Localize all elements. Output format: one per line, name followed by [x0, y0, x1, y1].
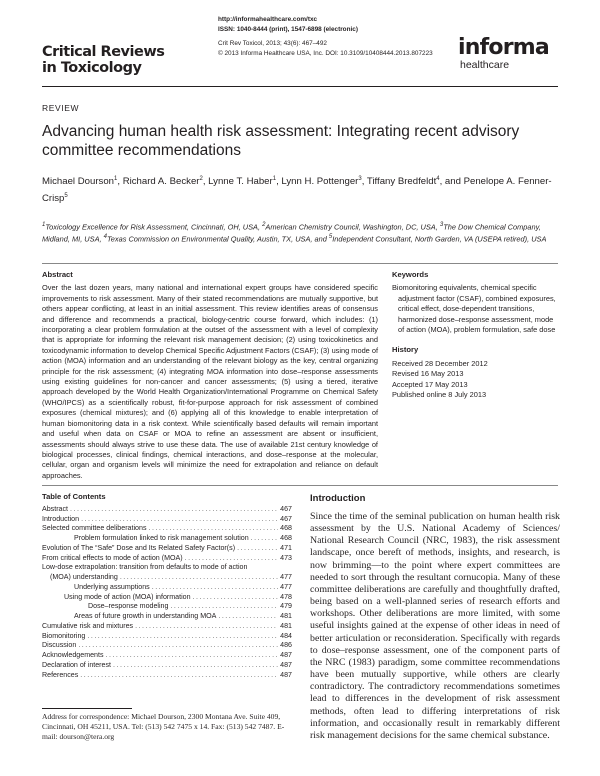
toc-leader-dots [251, 534, 278, 544]
toc-entry-title: Discussion [42, 641, 77, 650]
toc-leader-dots [170, 602, 278, 612]
divider [42, 263, 558, 264]
author-name: Tiffany Bredfeldt [366, 176, 437, 188]
toc-entry-page: 471 [280, 543, 292, 552]
toc-entry[interactable] [42, 563, 292, 573]
citation: Crit Rev Toxicol, 2013; 43(6): 467–492 [218, 40, 327, 48]
history-heading: History [392, 345, 419, 355]
affiliations [42, 220, 560, 245]
toc-leader-dots [80, 671, 278, 681]
toc-entry[interactable] [42, 661, 292, 671]
toc-list [42, 505, 292, 681]
abstract-text: Over the last dozen years, many national and international expert groups have considered specific improvements to risk assessment. Many of their stated recommendations are mutually supportive, but others appear conflicting, at least in an initial assessment. This review identifies areas of consensus and difference and recommends a practical, biology-centric course forward, which includes: (1) incorporating a clear problem formulation at the outset of the assessment with a level of complexity that is appropriate for informing the relevant risk management decision; (2) using toxicokinetics and toxicodynamic information to develop Chemical Specific Adjustment Factors (CSAF); (3) using mode of action (MOA) information and an understanding of the relevant biology as the key, central organizing principle for the risk assessment; (4) integrating MOA information into dose–response assessments using existing guidelines for non-cancer and cancer assessments; (5) using a tiered, iterative approach developed by the World Health Organization/International Programme on Chemical Safety (WHO/IPCS) as a scientifically robust, fit-for-purpose approach for risk assessment of combined exposures (chemical mixtures); and (6) applying all of this knowledge to enable interpretation of human biomonitoring data in a risk context. While scientifically based defaults will remain important and useful when data on CSAF or MOA to refine an assessment are absent or insufficient, assessments should always strive to use these data. The use of available 21st century knowledge of biological processes, clinical findings, chemical interactions, and dose–response at the molecular, cellular, organ and organism levels will minimize the need for extrapolation and reliance on default approaches. [42, 283, 379, 480]
toc-entry-title: (MOA) understanding [50, 573, 118, 581]
section-label: REVIEW [42, 103, 80, 113]
toc-entry[interactable] [42, 622, 292, 632]
toc-entry-page: 479 [280, 602, 292, 611]
author-affiliation-marker: 1 [114, 176, 118, 182]
toc-entry[interactable] [42, 612, 292, 622]
history-item: Revised 16 May 2013 [392, 369, 464, 379]
toc-entry-title: Areas of future growth in understanding MOA [74, 612, 217, 620]
history-item: Accepted 17 May 2013 [392, 379, 468, 389]
toc-entry-page: 486 [280, 641, 292, 650]
author-affiliation-marker: 2 [199, 176, 203, 182]
toc-entry[interactable] [42, 524, 292, 534]
author-affiliation-marker: 4 [436, 176, 440, 182]
affiliation-marker: 4 [103, 234, 107, 241]
toc-leader-dots [185, 554, 279, 564]
affiliation-text: Toxicology Excellence for Risk Assessment, Cincinnati, OH, USA, [45, 222, 263, 232]
journal-title: Critical Reviews in Toxicology [42, 44, 165, 76]
keywords-text: Biomonitoring equivalents, chemical specific adjustment factor (CSAF), combined exposures, critical effect, dose-dependent transitions, harmonized dose–response assessment, mode of action (MOA), problem formulation, safe dose [392, 283, 556, 335]
affiliation-marker: 5 [328, 234, 333, 241]
toc-leader-dots [193, 593, 279, 603]
toc-entry-title: Cumulative risk and mixtures [42, 621, 134, 630]
toc-leader-dots [106, 651, 279, 661]
affiliation-text: Independent Consultant, North Garden, VA (USEPA retired), USA [332, 234, 547, 244]
table-of-contents [42, 492, 292, 680]
toc-entry-page: 473 [280, 553, 292, 562]
toc-entry[interactable] [42, 573, 292, 583]
divider [42, 485, 558, 486]
history-item: Published online 8 July 2013 [392, 390, 487, 400]
introduction [310, 493, 560, 742]
toc-entry[interactable] [42, 544, 292, 554]
toc-entry-page: 477 [280, 573, 292, 581]
history-list [392, 359, 560, 401]
affiliation-text: American Chemistry Council, Washington, DC, USA, [265, 222, 440, 232]
toc-entry-title: Acknowledgements [42, 651, 104, 659]
toc-entry-title: Low-dose extrapolation: transition from defaults to mode of action [42, 563, 248, 572]
author-list [42, 172, 562, 206]
toc-entry-page: 478 [280, 592, 292, 601]
article-title: Advancing human health risk assessment: Integrating recent advisory committee recommendations [42, 123, 520, 159]
author-name: Lynne T. Haber [208, 176, 273, 188]
toc-entry-title: From critical effects to mode of action (MOA) [42, 553, 183, 562]
toc-entry-title: Evolution of The “Safe” Dose and Its Related Safety Factor(s) [42, 543, 236, 552]
toc-heading: Table of Contents [42, 492, 106, 501]
affiliation-marker: 1 [42, 222, 46, 228]
author-name: Lynn H. Pottenger [281, 176, 359, 188]
toc-leader-dots [135, 622, 278, 632]
toc-entry-page: 468 [280, 534, 292, 542]
toc-leader-dots [218, 612, 278, 622]
toc-entry[interactable] [42, 515, 292, 525]
toc-entry-page: 468 [280, 524, 292, 533]
toc-entry[interactable] [42, 671, 292, 681]
toc-entry[interactable] [42, 534, 292, 544]
publisher-logo: informa healthcare [458, 35, 549, 71]
toc-leader-dots [120, 573, 278, 583]
journal-url[interactable]: http://informahealthcare.com/txc [218, 16, 318, 23]
toc-entry-page: 477 [280, 582, 292, 591]
toc-leader-dots [70, 505, 278, 515]
toc-entry-title: Dose–response modeling [88, 602, 169, 611]
toc-leader-dots [113, 661, 278, 671]
toc-entry-page: 481 [280, 612, 292, 620]
keywords-heading: Keywords [392, 270, 429, 279]
author-affiliation-marker: 5 [64, 193, 68, 200]
toc-entry-title: Selected committee deliberations [42, 524, 147, 533]
toc-entry[interactable] [42, 505, 292, 515]
toc-leader-dots [78, 641, 278, 651]
publication-info [218, 15, 433, 58]
toc-leader-dots [149, 524, 279, 534]
author-separator: , [361, 176, 367, 188]
toc-entry[interactable] [42, 593, 292, 603]
toc-entry-title: Abstract [42, 504, 69, 513]
author-affiliation-marker: 3 [358, 176, 362, 182]
author-name: Penelope A. Fenner-Crisp [42, 176, 552, 205]
toc-entry-title: Declaration of interest [42, 660, 112, 669]
toc-entry-page: 467 [280, 514, 292, 523]
abstract [42, 270, 378, 481]
toc-leader-dots [81, 515, 278, 525]
toc-entry-page: 467 [280, 504, 292, 513]
toc-entry-title: Underlying assumptions [74, 582, 150, 591]
toc-entry[interactable] [42, 651, 292, 661]
toc-entry-page: 487 [280, 670, 292, 679]
toc-entry-page: 484 [280, 631, 292, 640]
toc-entry-title: References [42, 670, 79, 679]
toc-entry[interactable] [42, 554, 292, 564]
copyright: © 2013 Informa Healthcare USA, Inc. DOI: 10.3109/10408444.2013.807223 [218, 49, 433, 57]
author-separator: , [117, 176, 123, 188]
affiliation-text: Texas Commission on Environmental Quality, Austin, TX, USA, and [106, 234, 329, 244]
author-separator: , [276, 176, 282, 188]
introduction-heading: Introduction [310, 493, 366, 504]
correspondence-address: Address for correspondence: Michael Dourson, 2300 Montana Ave. Suite 409, Cincinnati, OH 45211, USA. Tel: (513) 542 7475 x 14. Fax: (513) 542 7487. E-mail: dourson@tera.org [42, 712, 285, 741]
affiliation-marker: 3 [439, 222, 444, 228]
author-affiliation-marker: 1 [272, 176, 277, 182]
toc-entry-title: Using mode of action (MOA) information [64, 592, 191, 601]
toc-entry[interactable] [42, 641, 292, 651]
toc-entry-page: 487 [280, 660, 292, 669]
introduction-text: Since the time of the seminal publication on human health risk assessment by the U.S. National Academy of Sciences/ National Research Council (NRC, 1983), the risk assessment landscape, once bereft of methods, insights, and research, is now brimming—to the point where expert committees are needed to sort through the resultant cornucopia. Many of these committee deliberations are carefully and thoughtfully drafted, being based on a well-planned series of research efforts and workshops. Other deliberations are more limited, with some useful insights gained at the expense of other ideas in need of better articulation or reconsideration. Specifically with regards to dose–response assessment, one of the component parts of the NRC (1983) paradigm, some committee recommendations have been mutually supportive, while others are clearly contradictory. The contradictory recommendations sometimes lead to differences in the development of risk assessment methods, often lead to differing interpretations of risk information, and occasionally result in remarkably different risk management decisions for the same chemical substance. [310, 511, 560, 741]
toc-entry-page: 487 [280, 651, 292, 659]
toc-entry[interactable] [42, 602, 292, 612]
toc-entry-title: Biomonitoring [42, 631, 86, 640]
history-item: Received 28 December 2012 [392, 358, 488, 368]
toc-leader-dots [237, 544, 278, 554]
toc-entry-title: Problem formulation linked to risk management solution [74, 534, 249, 542]
toc-entry[interactable] [42, 632, 292, 642]
author-name: Richard A. Becker [122, 176, 200, 188]
abstract-heading: Abstract [42, 270, 73, 279]
issn: ISSN: 1040-8444 (print), 1547-6898 (electronic) [218, 25, 358, 33]
toc-entry-page: 481 [280, 621, 292, 630]
toc-leader-dots [152, 583, 278, 593]
toc-entry[interactable] [42, 583, 292, 593]
sidebar-info [392, 270, 560, 400]
affiliation-text: The Dow Chemical Company, Midland, MI, USA, [42, 222, 541, 244]
footnote-rule [42, 708, 132, 709]
author-separator: , and [439, 176, 464, 188]
affiliation-marker: 2 [262, 222, 266, 228]
toc-leader-dots [87, 632, 278, 642]
toc-entry-title: Introduction [42, 514, 80, 523]
header-divider [42, 86, 558, 87]
author-separator: , [202, 176, 209, 188]
author-name: Michael Dourson [42, 176, 114, 188]
